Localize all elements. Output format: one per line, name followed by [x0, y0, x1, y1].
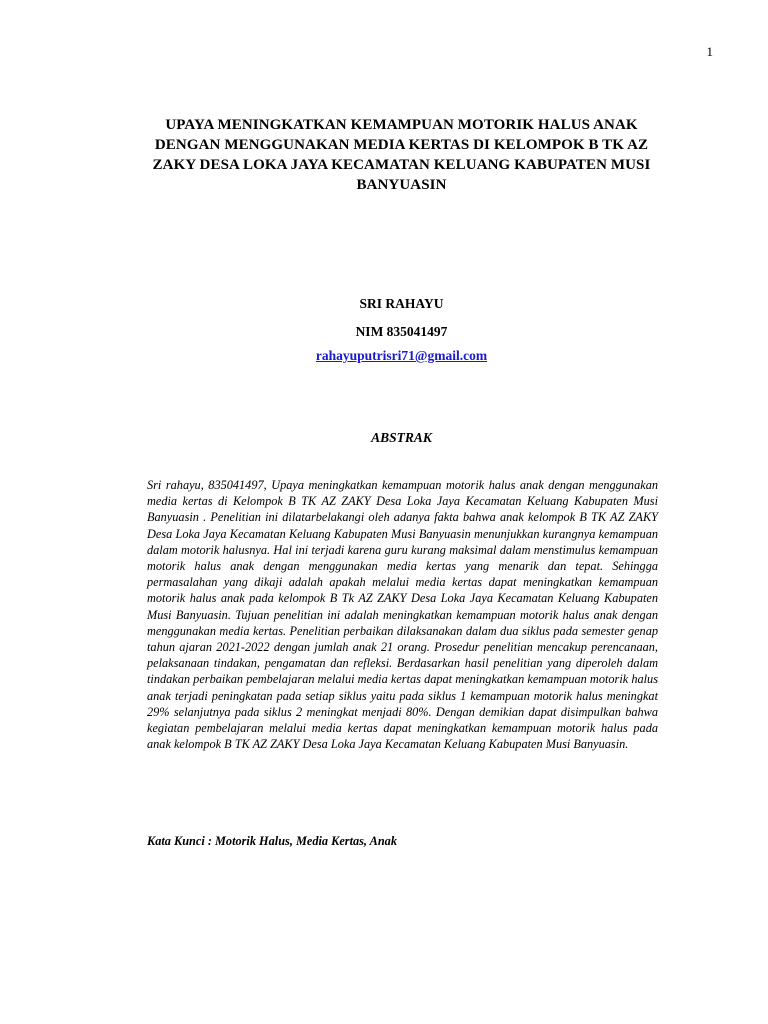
author-name: SRI RAHAYU — [359, 296, 444, 311]
keywords: Kata Kunci : Motorik Halus, Media Kertas, Anak — [147, 834, 397, 848]
abstract-body: Sri rahayu, 835041497, Upaya meningkatkan kemampuan motorik halus anak dengan menggunakan media kertas di Kelompok B TK AZ ZAKY Desa Loka Jaya Kecamatan Keluang Kabupaten Musi Banyuasin . Penelitian ini dilatarbelakangi oleh adanya fakta bahwa anak kelompok B TK AZ ZAKY Desa Loka Jaya Kecamatan Keluang Kabupaten Musi Banyuasin menunjukkan kurangnya kemampuan dalam motorik halusnya. Hal ini terjadi karena guru kurang maksimal dalam menstimulus kemampuan motorik halus anak dengan menggunakan media kertas yang menarik dan tepat. Sehingga permasalahan yang dikaji adalah apakah melalui media kertas dapat meningkatkan kemampuan motorik halus anak pada kelompok B Tk AZ ZAKY Desa Loka Jaya Kecamatan Keluang Kabupaten Musi Banyuasin. Tujuan penelitian ini adalah meningkatkan kemampuan motorik halus anak dengan menggunakan media kertas. Penelitian perbaikan dilaksanakan dalam dua siklus pada semester genap tahun ajaran 2021-2022 dengan jumlah anak 21 orang. Prosedur penelitian mencakup perencanaan, pelaksanaan tindakan, pengamatan dan refleksi. Berdasarkan hasil penelitian yang diperoleh dalam tindakan perbaikan pembelajaran melalui media kertas dapat meningkatkan kemampuan motorik halus anak terjadi peningkatan pada setiap siklus yaitu pada siklus 1 kemampuan motorik halus meningkat 29% selanjutnya pada siklus 2 meningkat menjadi 80%. Dengan demikian dapat disimpulkan bahwa kegiatan pembelajaran melalui media kertas dapat meningkatkan kemampuan motorik halus pada anak kelompok B TK AZ ZAKY Desa Loka Jaya Kecamatan Keluang Kabupaten Musi Banyuasin. — [147, 478, 658, 752]
author-nim: NIM 835041497 — [355, 324, 448, 339]
author-email-block — [150, 348, 653, 364]
page-number: 1 — [706, 44, 713, 59]
paper-title: UPAYA MENINGKATKAN KEMAMPUAN MOTORIK HALUS ANAK DENGAN MENGGUNAKAN MEDIA KERTAS DI KELOMPOK B TK AZ ZAKY DESA LOKA JAYA KECAMATAN KELUANG KABUPATEN MUSI BANYUASIN — [152, 117, 651, 193]
abstract-heading: ABSTRAK — [371, 430, 432, 445]
author-email-link[interactable]: rahayuputrisri71@gmail.com — [315, 348, 488, 363]
